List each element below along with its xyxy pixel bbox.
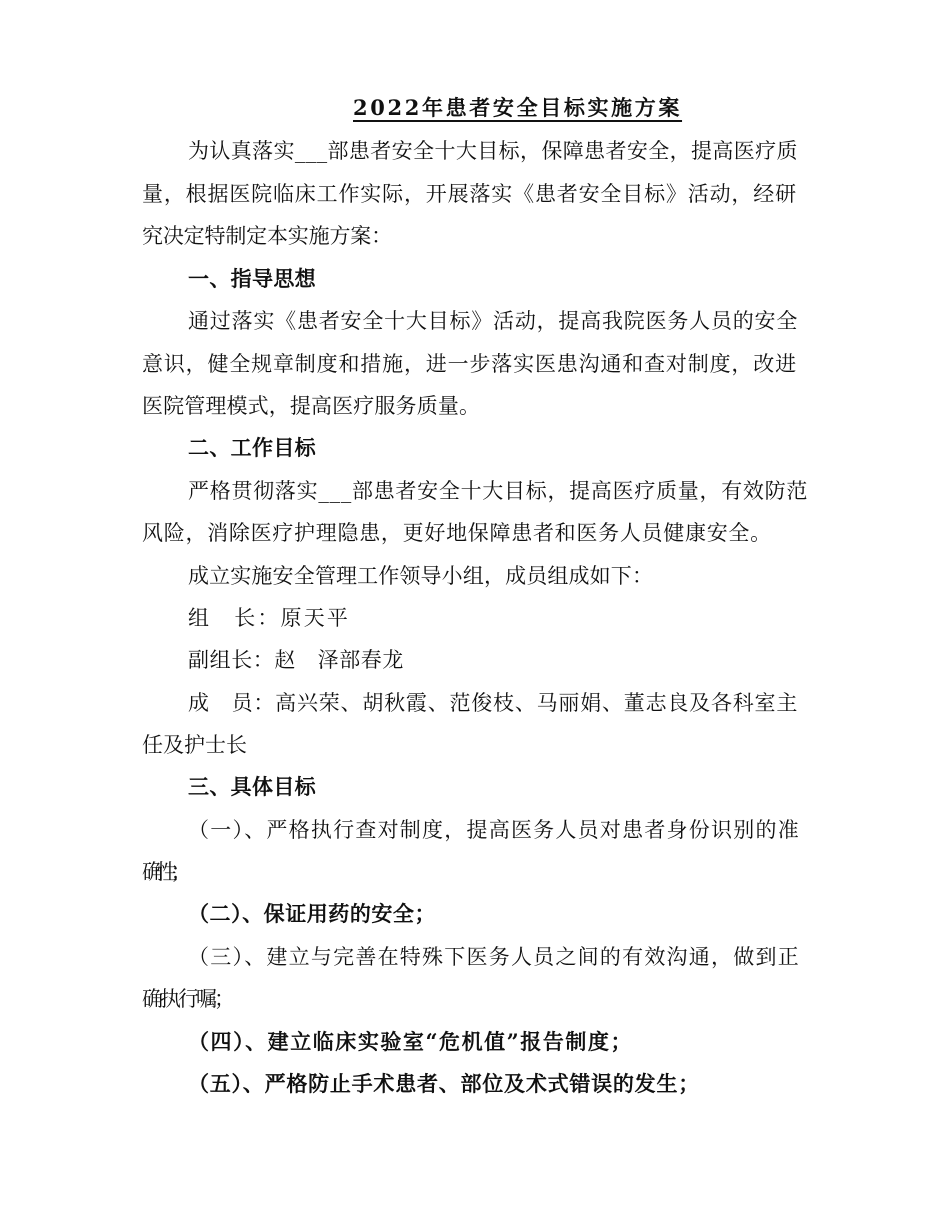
- goal-4: （四）、建立临床实验室“危机值”报告制度；: [188, 1029, 633, 1054]
- goal-1-line-2: 确性；: [142, 860, 185, 884]
- section-1-line-2: 意识，健全规章制度和措施，进一步落实医患沟通和查对制度，改进: [142, 352, 797, 376]
- section-2-line-1: 严格贯彻落实___部患者安全十大目标，提高医疗质量，有效防范: [188, 479, 809, 503]
- intro-line-2: 量，根据医院临床工作实际，开展落实《患者安全目标》活动，经研: [142, 182, 797, 206]
- section-1-line-3: 医院管理模式，提高医疗服务质量。: [142, 394, 481, 418]
- goal-5: （五）、严格防止手术患者、部位及术式错误的发生；: [188, 1071, 700, 1096]
- group-intro: 成立实施安全管理工作领导小组，成员组成如下：: [188, 564, 654, 588]
- group-leader: 组 长：原天平: [188, 606, 350, 630]
- section-2-line-2: 风险，消除医疗护理隐患，更好地保障患者和医务人员健康安全。: [142, 521, 772, 545]
- intro-line-3: 究决定特制定本实施方案：: [142, 224, 392, 248]
- goal-3-line-1: （三）、建立与完善在特殊下医务人员之间的有效沟通，做到正: [188, 945, 800, 969]
- goal-2: （二）、保证用药的安全；: [188, 901, 436, 926]
- group-deputy: 副组长：赵 泽部春龙: [188, 648, 404, 672]
- group-members-line-2: 任及护士长: [142, 733, 247, 757]
- document-title: 2022年患者安全目标实施方案: [353, 95, 683, 120]
- section-2-heading: 二、工作目标: [188, 435, 316, 460]
- section-3-heading: 三、具体目标: [188, 774, 316, 799]
- goal-1-line-1: （一）、严格执行查对制度，提高医务人员对患者身份识别的准: [188, 818, 800, 842]
- section-1-line-1: 通过落实《患者安全十大目标》活动，提高我院医务人员的安全: [188, 309, 799, 333]
- goal-3-line-2: 确执行嘱；: [142, 987, 232, 1011]
- intro-line-1: 为认真落实___部患者安全十大目标，保障患者安全，提高医疗质: [188, 139, 798, 163]
- section-1-heading: 一、指导思想: [188, 266, 316, 291]
- group-members-line-1: 成 员：高兴荣、胡秋霞、范俊枝、马丽娟、董志良及各科室主: [188, 691, 799, 715]
